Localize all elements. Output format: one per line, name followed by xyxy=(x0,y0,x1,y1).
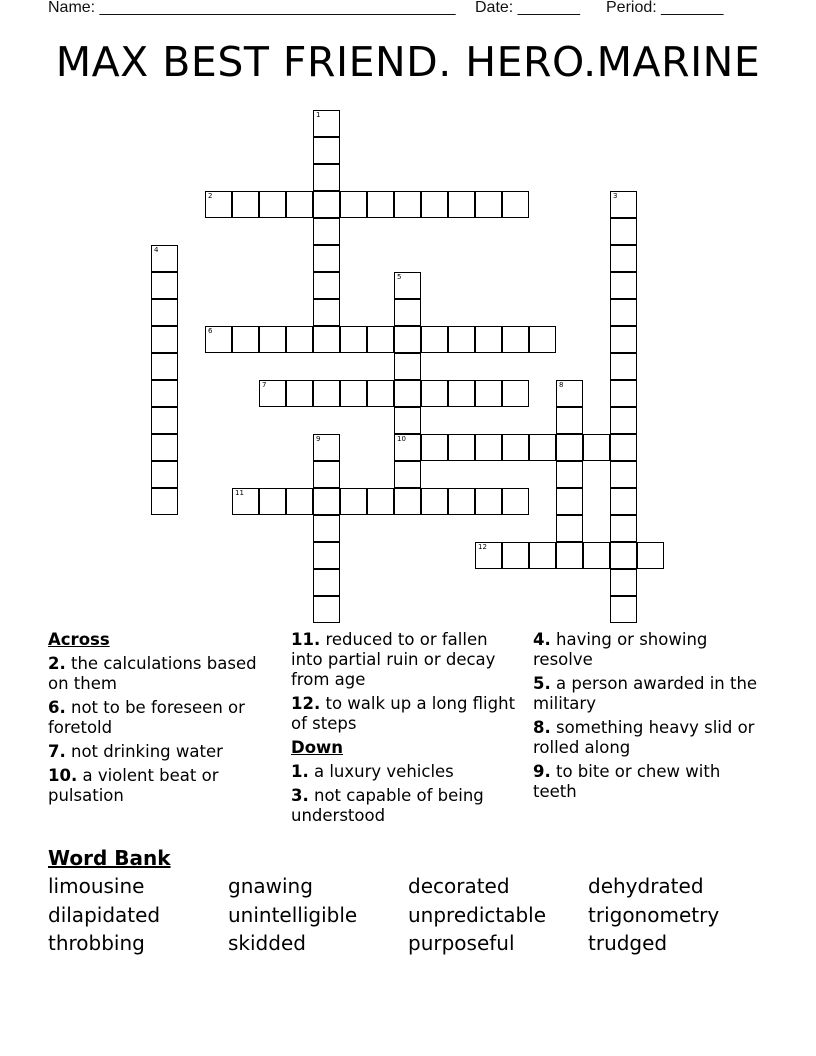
grid-cell[interactable] xyxy=(583,434,610,461)
word-bank-item: trigonometry xyxy=(588,903,720,927)
grid-cell[interactable] xyxy=(529,542,556,569)
word-bank-item: dilapidated xyxy=(48,903,161,927)
grid-cell[interactable] xyxy=(313,434,340,461)
grid-cell[interactable] xyxy=(313,110,340,137)
grid-cell[interactable] xyxy=(529,326,556,353)
grid-cell[interactable] xyxy=(556,515,583,542)
clue-across-11: 11. reduced to or fallen into partial ruin or decay from age xyxy=(291,630,496,689)
grid-cell[interactable] xyxy=(313,191,340,218)
grid-cell[interactable] xyxy=(502,542,529,569)
grid-cell[interactable] xyxy=(448,380,475,407)
grid-cell[interactable] xyxy=(394,299,421,326)
grid-cell[interactable] xyxy=(259,191,286,218)
grid-cell[interactable] xyxy=(529,434,556,461)
grid-cell[interactable] xyxy=(448,326,475,353)
grid-cell[interactable] xyxy=(232,191,259,218)
grid-cell[interactable] xyxy=(448,434,475,461)
grid-cell[interactable] xyxy=(313,542,340,569)
clues-column-3 xyxy=(533,630,768,806)
grid-cell[interactable] xyxy=(610,542,637,569)
grid-cell[interactable] xyxy=(556,380,583,407)
grid-cell[interactable] xyxy=(421,434,448,461)
word-bank-item: trudged xyxy=(588,931,668,955)
word-bank-item: unpredictable xyxy=(408,903,547,927)
grid-cell[interactable] xyxy=(394,434,421,461)
clue-across-7: 7. not drinking water xyxy=(48,742,223,761)
grid-cell[interactable] xyxy=(502,380,529,407)
grid-cell[interactable] xyxy=(151,245,178,272)
name-field[interactable]: Name: ________________________________________ xyxy=(48,0,456,16)
grid-cell[interactable] xyxy=(610,407,637,434)
grid-cell[interactable] xyxy=(421,326,448,353)
grid-cell[interactable] xyxy=(205,326,232,353)
word-bank-item: decorated xyxy=(408,874,510,898)
grid-cell[interactable] xyxy=(313,380,340,407)
grid-cell[interactable] xyxy=(313,245,340,272)
grid-cell[interactable] xyxy=(367,326,394,353)
puzzle-title: MAX BEST FRIEND. HERO.MARINE xyxy=(55,38,761,86)
clues-column-1 xyxy=(48,630,280,810)
grid-cell[interactable] xyxy=(151,299,178,326)
grid-cell[interactable] xyxy=(502,326,529,353)
grid-cell[interactable] xyxy=(367,488,394,515)
grid-cell[interactable] xyxy=(637,542,664,569)
grid-cell[interactable] xyxy=(610,434,637,461)
clue-down-1: 1. a luxury vehicles xyxy=(291,762,454,781)
grid-cell[interactable] xyxy=(313,164,340,191)
grid-cell[interactable] xyxy=(340,380,367,407)
grid-cell[interactable] xyxy=(502,191,529,218)
clue-across-2: 2. the calculations based on them xyxy=(48,654,257,693)
grid-cell[interactable] xyxy=(394,272,421,299)
grid-cell[interactable] xyxy=(313,218,340,245)
grid-cell[interactable] xyxy=(556,542,583,569)
clue-number: 7 xyxy=(262,381,267,389)
grid-cell[interactable] xyxy=(475,380,502,407)
grid-cell[interactable] xyxy=(313,272,340,299)
grid-cell[interactable] xyxy=(313,596,340,623)
clue-number: 4 xyxy=(154,246,159,254)
grid-cell[interactable] xyxy=(610,272,637,299)
grid-cell[interactable] xyxy=(475,434,502,461)
grid-cell[interactable] xyxy=(151,353,178,380)
word-bank-item: unintelligible xyxy=(228,903,358,927)
grid-cell[interactable] xyxy=(610,191,637,218)
clue-number: 6 xyxy=(208,327,213,335)
clue-across-10: 10. a violent beat or pulsation xyxy=(48,766,219,805)
grid-cell[interactable] xyxy=(475,488,502,515)
grid-cell[interactable] xyxy=(313,515,340,542)
grid-cell[interactable] xyxy=(421,191,448,218)
grid-cell[interactable] xyxy=(151,407,178,434)
grid-cell[interactable] xyxy=(421,380,448,407)
clue-across-12: 12. to walk up a long flight of steps xyxy=(291,694,516,733)
across-heading: Across xyxy=(48,630,110,649)
grid-cell[interactable] xyxy=(259,380,286,407)
grid-cell[interactable] xyxy=(502,434,529,461)
grid-cell[interactable] xyxy=(610,596,637,623)
grid-cell[interactable] xyxy=(340,488,367,515)
grid-cell[interactable] xyxy=(286,191,313,218)
word-bank-item: throbbing xyxy=(48,931,145,955)
grid-cell[interactable] xyxy=(313,299,340,326)
grid-cell[interactable] xyxy=(259,488,286,515)
grid-cell[interactable] xyxy=(394,380,421,407)
grid-cell[interactable] xyxy=(502,488,529,515)
grid-cell[interactable] xyxy=(286,326,313,353)
grid-cell[interactable] xyxy=(610,218,637,245)
clue-down-9: 9. to bite or chew with teeth xyxy=(533,762,721,801)
grid-cell[interactable] xyxy=(475,542,502,569)
grid-cell[interactable] xyxy=(313,326,340,353)
word-bank-item: skidded xyxy=(228,931,306,955)
grid-cell[interactable] xyxy=(394,191,421,218)
grid-cell[interactable] xyxy=(610,245,637,272)
word-bank-heading: Word Bank xyxy=(48,846,171,870)
grid-cell[interactable] xyxy=(394,326,421,353)
clue-number: 1 xyxy=(316,111,321,119)
grid-cell[interactable] xyxy=(610,515,637,542)
grid-cell[interactable] xyxy=(151,488,178,515)
word-bank-item: dehydrated xyxy=(588,874,704,898)
grid-cell[interactable] xyxy=(151,434,178,461)
grid-cell[interactable] xyxy=(340,326,367,353)
word-bank-item: purposeful xyxy=(408,931,515,955)
grid-cell[interactable] xyxy=(556,461,583,488)
grid-cell[interactable] xyxy=(610,569,637,596)
grid-cell[interactable] xyxy=(394,407,421,434)
date-field[interactable]: Date: _______ xyxy=(475,0,580,16)
down-heading: Down xyxy=(291,738,344,757)
grid-cell[interactable] xyxy=(313,461,340,488)
word-bank-item: gnawing xyxy=(228,874,313,898)
grid-cell[interactable] xyxy=(313,137,340,164)
grid-cell[interactable] xyxy=(556,407,583,434)
grid-cell[interactable] xyxy=(313,569,340,596)
clue-down-5: 5. a person awarded in the military xyxy=(533,674,758,713)
grid-cell[interactable] xyxy=(394,353,421,380)
grid-cell[interactable] xyxy=(556,488,583,515)
clue-number: 3 xyxy=(613,192,618,200)
grid-cell[interactable] xyxy=(151,380,178,407)
clue-number: 5 xyxy=(397,273,402,281)
grid-cell[interactable] xyxy=(610,380,637,407)
grid-cell[interactable] xyxy=(448,488,475,515)
grid-cell[interactable] xyxy=(610,326,637,353)
grid-cell[interactable] xyxy=(151,272,178,299)
clues-column-2 xyxy=(291,630,523,830)
grid-cell[interactable] xyxy=(394,461,421,488)
grid-cell[interactable] xyxy=(610,488,637,515)
grid-cell[interactable] xyxy=(556,434,583,461)
grid-cell[interactable] xyxy=(367,380,394,407)
grid-cell[interactable] xyxy=(475,191,502,218)
period-field[interactable]: Period: _______ xyxy=(606,0,724,16)
clue-across-6: 6. not to be foreseen or foretold xyxy=(48,698,245,737)
grid-cell[interactable] xyxy=(475,326,502,353)
word-bank-item: limousine xyxy=(48,874,145,898)
clue-down-8: 8. something heavy slid or rolled along xyxy=(533,718,755,757)
clue-number: 12 xyxy=(478,543,487,551)
grid-cell[interactable] xyxy=(151,461,178,488)
grid-cell[interactable] xyxy=(448,191,475,218)
grid-cell[interactable] xyxy=(367,191,394,218)
grid-cell[interactable] xyxy=(232,326,259,353)
grid-cell[interactable] xyxy=(286,488,313,515)
grid-cell[interactable] xyxy=(313,488,340,515)
clue-number: 2 xyxy=(208,192,213,200)
grid-cell[interactable] xyxy=(232,488,259,515)
grid-cell[interactable] xyxy=(205,191,232,218)
grid-cell[interactable] xyxy=(151,326,178,353)
grid-cell[interactable] xyxy=(394,488,421,515)
clue-number: 8 xyxy=(559,381,564,389)
grid-cell[interactable] xyxy=(610,461,637,488)
grid-cell[interactable] xyxy=(286,380,313,407)
clue-down-4: 4. having or showing resolve xyxy=(533,630,708,669)
clue-down-3: 3. not capable of being understood xyxy=(291,786,484,825)
clue-number: 11 xyxy=(235,489,244,497)
grid-cell[interactable] xyxy=(421,488,448,515)
clue-number: 9 xyxy=(316,435,321,443)
grid-cell[interactable] xyxy=(583,542,610,569)
grid-cell[interactable] xyxy=(610,353,637,380)
clue-number: 10 xyxy=(397,435,406,443)
grid-cell[interactable] xyxy=(340,191,367,218)
grid-cell[interactable] xyxy=(610,299,637,326)
grid-cell[interactable] xyxy=(259,326,286,353)
